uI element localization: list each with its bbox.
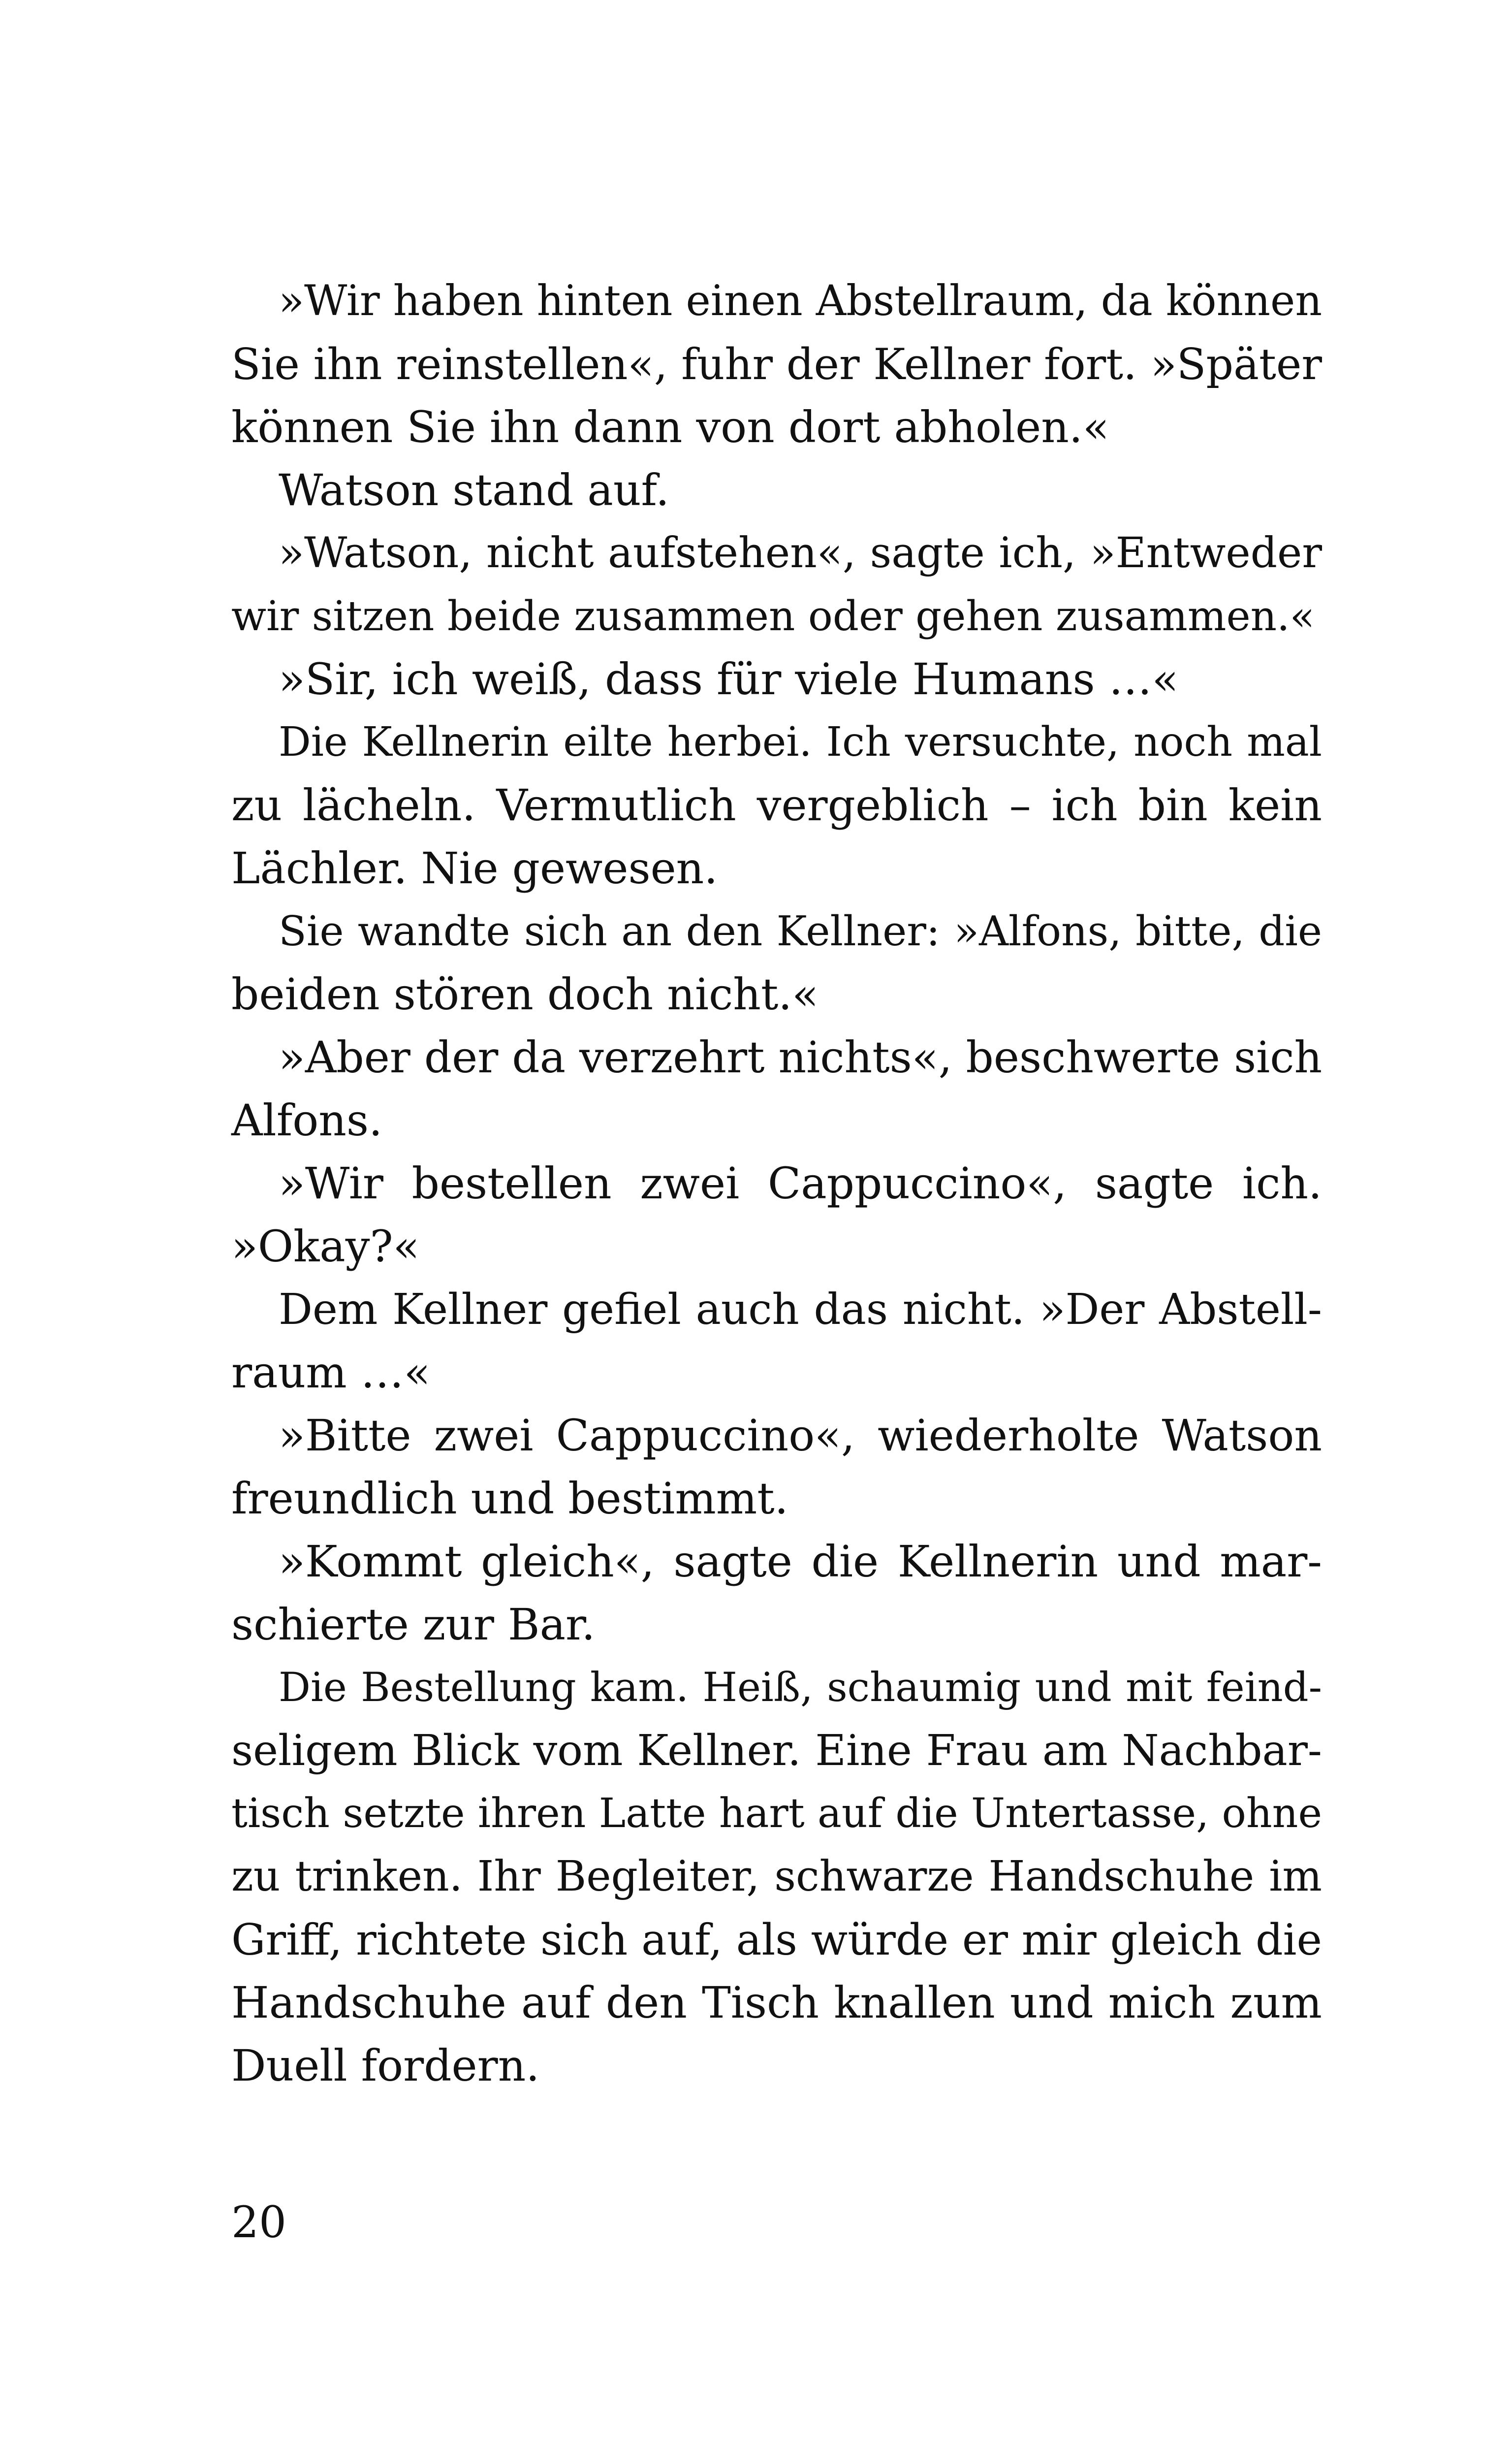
text-line: »Okay?« (231, 1221, 420, 1272)
text-line: »Wir haben hinten einen Abstellraum, da können (279, 277, 1323, 325)
text-line: Sie wandte sich an den Kellner: »Alfons, bitte, die (279, 907, 1322, 955)
body-text (231, 270, 1322, 2097)
text-line: »Wir bestellen zwei Cappuccino«, sagte ich. (279, 1158, 1322, 1209)
text-line: »Aber der da verzehrt nichts«, beschwerte sich (279, 1032, 1323, 1083)
text-line: beiden stören doch nicht.« (231, 969, 819, 1020)
text-line: tisch setzte ihren Latte hart auf die Untertasse, ohne (231, 1790, 1322, 1837)
text-line: »Sir, ich weiß, dass für viele Humans …« (279, 654, 1179, 705)
text-line: Lächler. Nie gewesen. (231, 843, 718, 894)
text-line: zu lächeln. Vermutlich vergeblich – ich bin kein (231, 780, 1322, 831)
text-line: »Bitte zwei Cappuccino«, wiederholte Watson (279, 1410, 1322, 1461)
text-line: Die Bestellung kam. Heiß, schaumig und mit feind- (279, 1665, 1322, 1711)
text-line: Handschuhe auf den Tisch knallen und mich zum (231, 1977, 1322, 2028)
page-number: 20 (231, 2197, 286, 2248)
text-line: freundlich und bestimmt. (231, 1473, 788, 1524)
text-line: »Kommt gleich«, sagte die Kellnerin und mar- (279, 1536, 1322, 1587)
text-line: raum …« (231, 1347, 431, 1398)
text-line: können Sie ihn dann von dort abholen.« (231, 402, 1109, 452)
text-line: Sie ihn reinstellen«, fuhr der Kellner fort. »Später (231, 339, 1322, 389)
text-line: Die Kellnerin eilte herbei. Ich versuchte, noch mal (279, 719, 1322, 766)
text-line: zu trinken. Ihr Begleiter, schwarze Handschuhe im (231, 1852, 1322, 1901)
text-line: Dem Kellner gefiel auch das nicht. »Der Abstell- (279, 1285, 1322, 1334)
text-line: Duell fordern. (231, 2040, 540, 2091)
text-line: wir sitzen beide zusammen oder gehen zusammen.« (231, 592, 1315, 640)
text-line: seligem Blick vom Kellner. Eine Frau am Nachbar- (231, 1726, 1322, 1775)
text-line: Watson stand auf. (279, 465, 669, 515)
text-line: »Watson, nicht aufstehen«, sagte ich, »Entweder (279, 529, 1322, 578)
text-line: Griff, richtete sich auf, als würde er mir gleich die (231, 1915, 1322, 1965)
text-line: schierte zur Bar. (231, 1599, 596, 1650)
text-line: Alfons. (231, 1095, 383, 1146)
